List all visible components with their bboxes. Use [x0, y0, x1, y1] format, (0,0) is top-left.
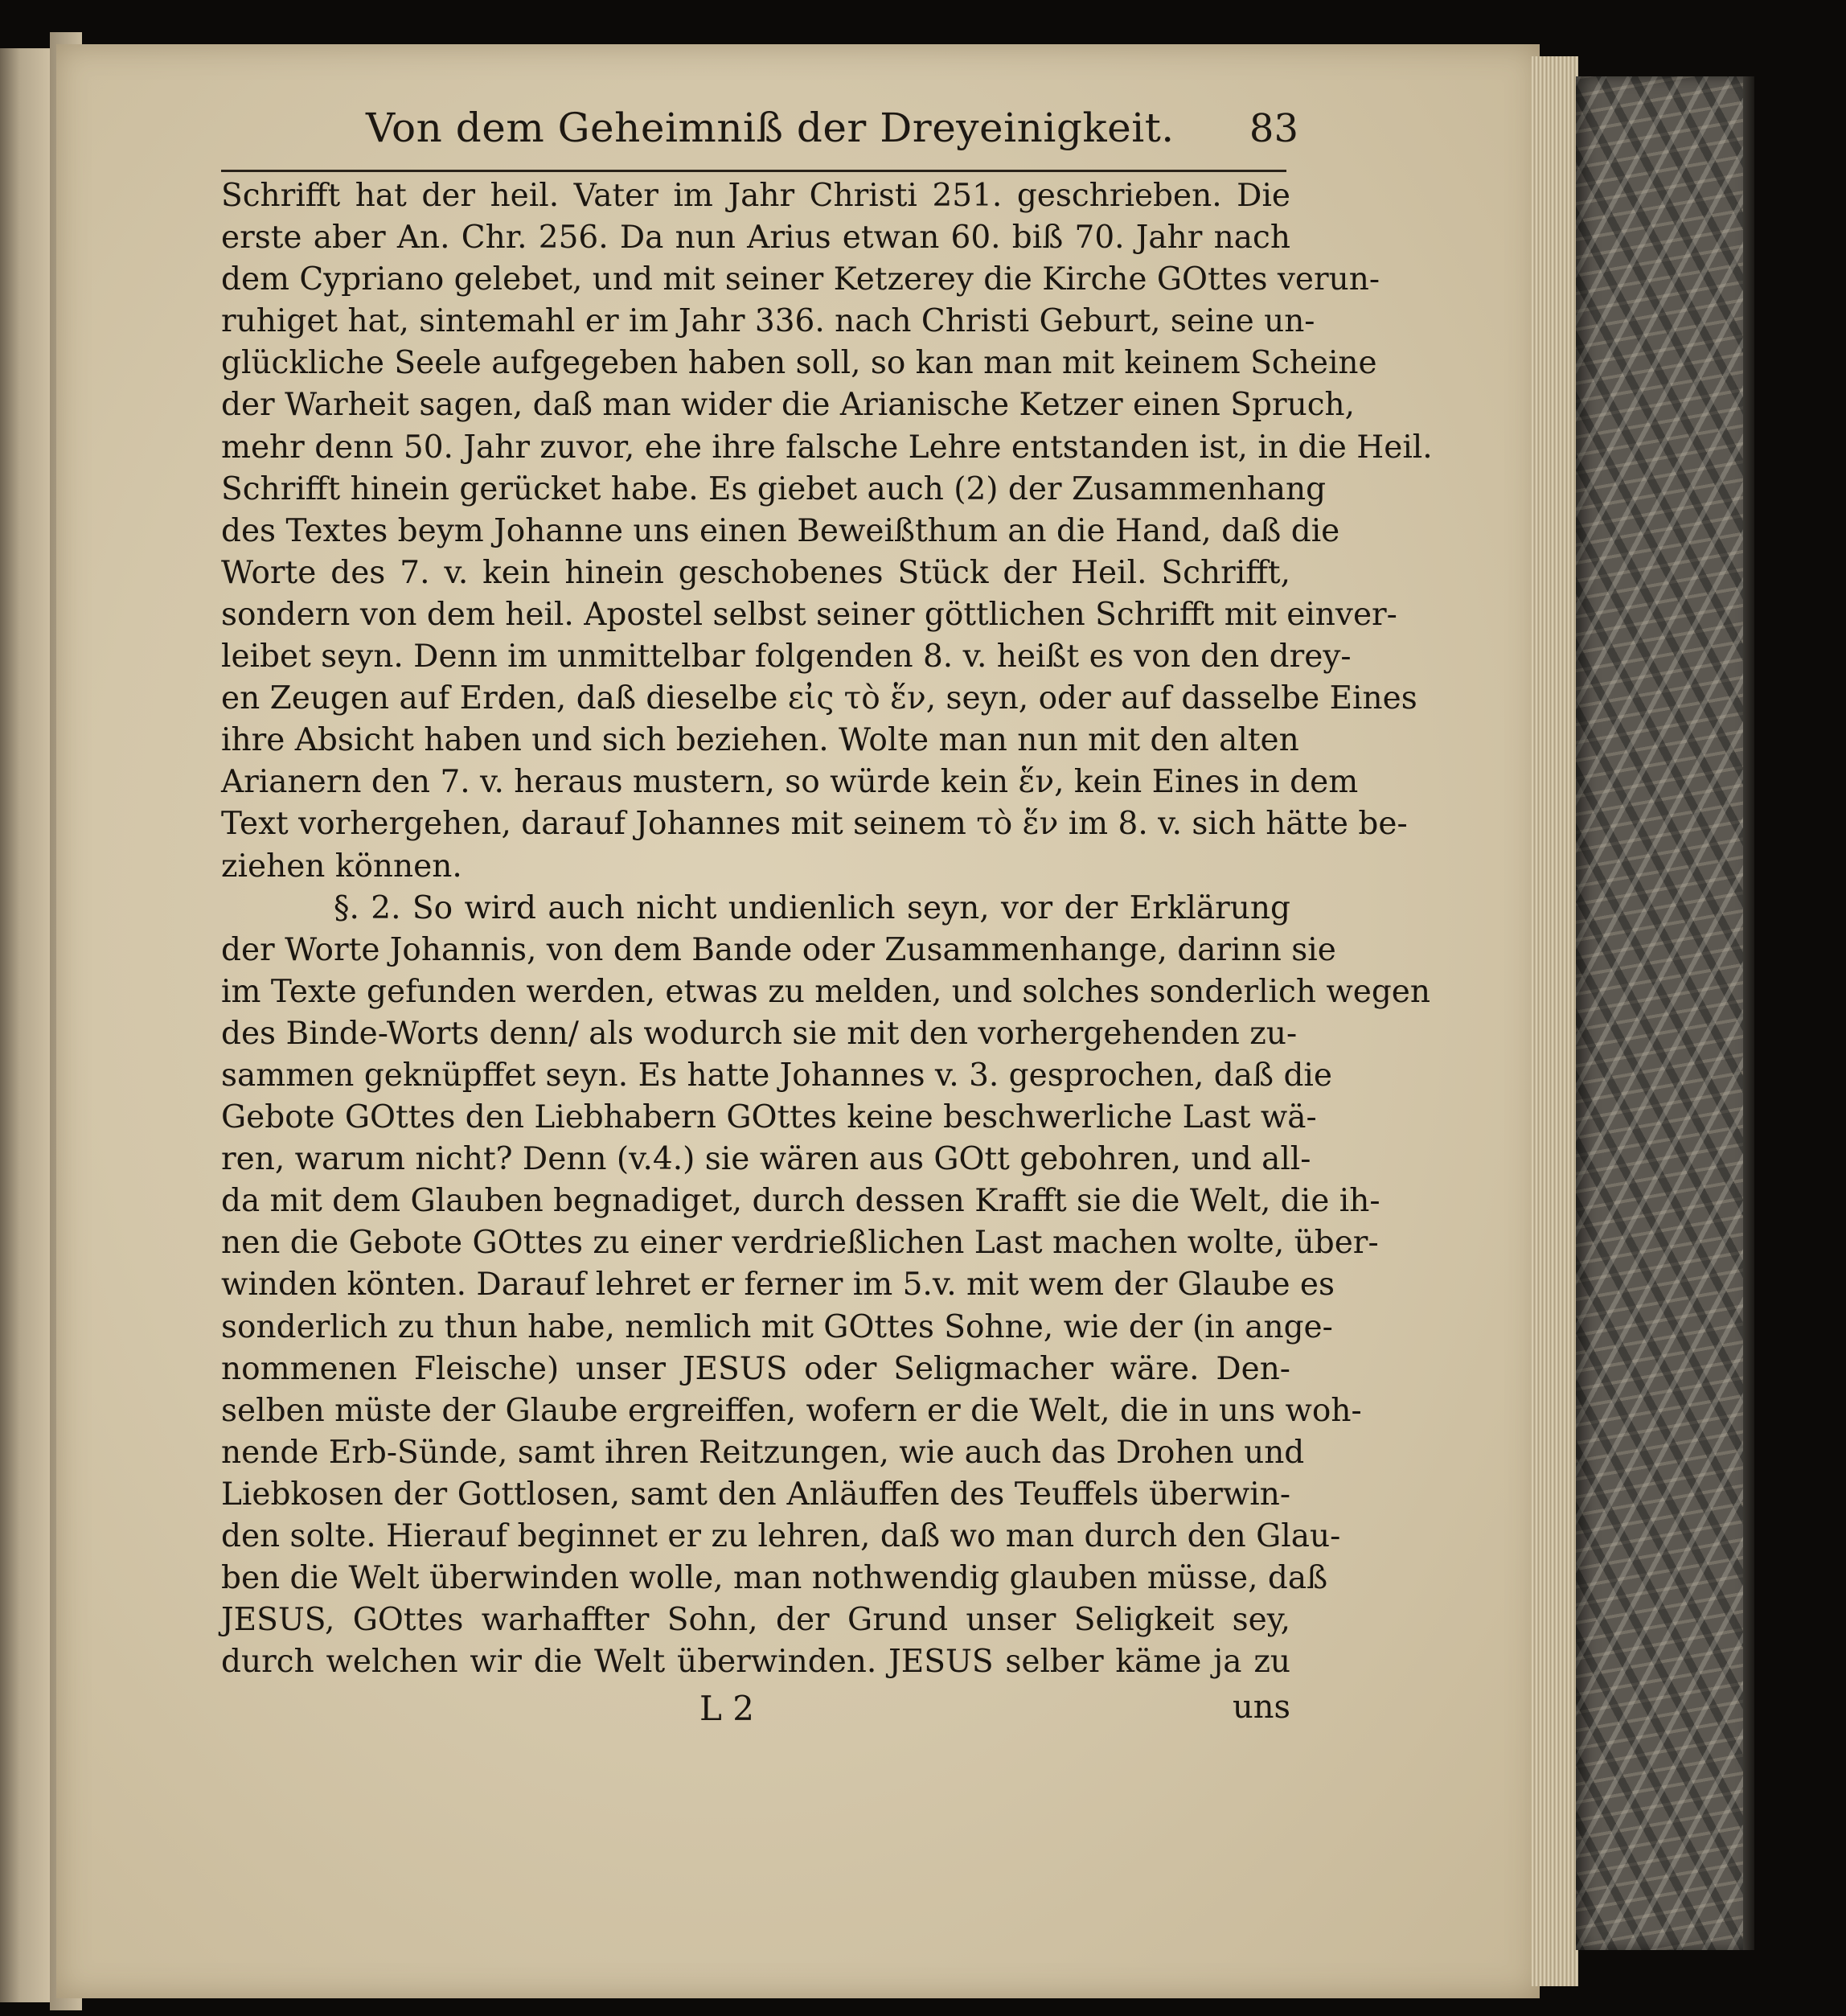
text-line: im Texte gefunden werden, etwas zu melden, und solches sonderlich wegen	[221, 973, 1430, 1010]
text-line: Text vorhergehen, darauf Johannes mit seinem τὸ ἕν im 8. v. sich hätte be-	[221, 806, 1408, 843]
header-rule	[221, 170, 1286, 172]
text-line: ben die Welt überwinden wolle, man nothwendig glauben müsse, daß	[221, 1560, 1328, 1597]
text-line: sammen geknüpffet seyn. Es hatte Johannes v. 3. gesprochen, daß die	[221, 1057, 1332, 1094]
text-line: dem Cypriano gelebet, und mit seiner Ketzerey die Kirche GOttes verun-	[221, 261, 1380, 298]
text-line: sonderlich zu thun habe, nemlich mit GOttes Sohne, wie der (in ange-	[221, 1308, 1333, 1345]
text-line: leibet seyn. Denn im unmittelbar folgenden 8. v. heißt es von den drey-	[221, 638, 1352, 675]
text-line: Gebote GOttes den Liebhabern GOttes keine beschwerliche Last wä-	[221, 1099, 1317, 1136]
text-line: glückliche Seele aufgegeben haben soll, so kan man mit keinem Scheine	[221, 345, 1377, 382]
text-line: des Binde-Worts denn/ als wodurch sie mit den vorhergehenden zu-	[221, 1015, 1298, 1052]
text-line: nen die Gebote GOttes zu einer verdrießlichen Last machen wolte, über-	[221, 1225, 1379, 1262]
text-line: Schrifft hat der heil. Vater im Jahr Christi 251. geschrieben. Die	[221, 178, 1290, 214]
previous-page-edge	[0, 48, 50, 2002]
page-footer	[221, 1689, 1290, 1731]
text-line: da mit dem Glauben begnadiget, durch dessen Krafft sie die Welt, die ih-	[221, 1183, 1380, 1220]
text-line: ruhiget hat, sintemahl er im Jahr 336. nach Christi Geburt, seine un-	[221, 303, 1315, 340]
text-line: nende Erb-Sünde, samt ihren Reitzungen, wie auch das Drohen und	[221, 1434, 1305, 1471]
text-line: sondern von dem heil. Apostel selbst seiner göttlichen Schrifft mit einver-	[221, 596, 1397, 633]
text-line: ihre Absicht haben und sich beziehen. Wolte man nun mit den alten	[221, 722, 1299, 759]
section-start-line: §. 2. So wird auch nicht undienlich seyn, vor der Erklärung	[334, 889, 1290, 926]
text-line: Schrifft hinein gerücket habe. Es giebet auch (2) der Zusammenhang	[221, 470, 1327, 507]
text-line: den solte. Hierauf beginnet er zu lehren, daß wo man durch den Glau-	[221, 1518, 1341, 1554]
page-block-edges	[1532, 56, 1578, 1986]
text-line: durch welchen wir die Welt überwinden. JESUS selber käme ja zu	[221, 1644, 1290, 1681]
paragraph-end-line: ziehen können.	[221, 848, 462, 885]
running-head: Von dem Geheimniß der Dreyeinigkeit.	[366, 105, 1175, 151]
signature-mark: L 2	[699, 1689, 754, 1728]
text-line: nommenen Fleische) unser JESUS oder Seligmacher wäre. Den-	[221, 1350, 1290, 1387]
body-text	[221, 175, 1433, 1683]
text-line: Worte des 7. v. kein hinein geschobenes Stück der Heil. Schrifft,	[221, 554, 1290, 591]
text-line: mehr denn 50. Jahr zuvor, ehe ihre falsche Lehre entstanden ist, in die Heil.	[221, 429, 1433, 466]
text-line: der Worte Johannis, von dem Bande oder Zusammenhange, darinn sie	[221, 931, 1336, 968]
text-line: selben müste der Glaube ergreiffen, wofern er die Welt, die in uns woh-	[221, 1392, 1362, 1429]
marbled-cover	[1576, 76, 1745, 1950]
cover-edge	[1743, 76, 1754, 1950]
text-line: ren, warum nicht? Denn (v.4.) sie wären aus GOtt gebohren, und all-	[221, 1141, 1311, 1178]
text-line: en Zeugen auf Erden, daß dieselbe εἰς τὸ ἕν, seyn, oder auf dasselbe Eines	[221, 680, 1417, 717]
text-line: Liebkosen der Gottlosen, samt den Anläuffen des Teuffels überwin-	[221, 1476, 1290, 1513]
catchword: uns	[1232, 1689, 1290, 1726]
page-number: 83	[1249, 106, 1298, 151]
text-line: der Warheit sagen, daß man wider die Arianische Ketzer einen Spruch,	[221, 387, 1356, 424]
text-line: des Textes beym Johanne uns einen Beweißthum an die Hand, daß die	[221, 512, 1340, 549]
text-line: winden könten. Darauf lehret er ferner im 5.v. mit wem der Glaube es	[221, 1267, 1335, 1304]
text-line: JESUS, GOttes warhaffter Sohn, der Grund unser Seligkeit sey,	[221, 1602, 1290, 1639]
text-line: erste aber An. Chr. 256. Da nun Arius etwan 60. biß 70. Jahr nach	[221, 220, 1290, 257]
text-line: Arianern den 7. v. heraus mustern, so würde kein ἕν, kein Eines in dem	[221, 764, 1359, 801]
